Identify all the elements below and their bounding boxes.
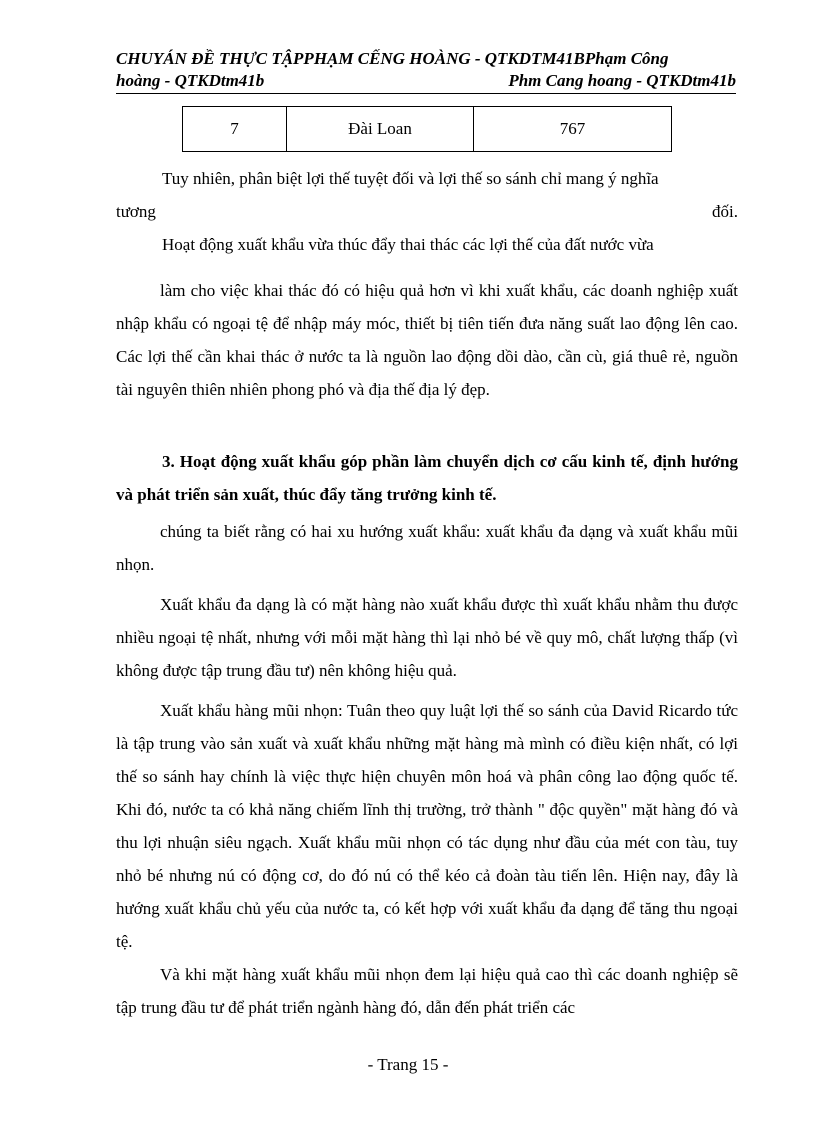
table-cell-country: Đài Loan bbox=[287, 107, 474, 152]
paragraph-1-line-2-right: đối. bbox=[712, 202, 738, 221]
data-table bbox=[182, 106, 672, 152]
paragraph-4: Xuất khẩu đa dạng là có mặt hàng nào xuất khẩu được thì xuất khẩu nhằm thu được nhiều ngoại tệ nhất, nhưng với mỗi mặt hàng thì lại nhỏ bé về quy mô, chất lượng thấp (vì không được tập trung đầu tư) nên không hiệu quả. bbox=[116, 595, 738, 680]
paragraph-2-body bbox=[116, 274, 738, 406]
header-line-1: CHUYÁN ĐỀ THỰC TẬPPHẠM CẾNG HOÀNG - QTKDTM41BPhạm Công bbox=[116, 49, 669, 68]
section-heading: 3. Hoạt động xuất khẩu góp phần làm chuyển dịch cơ cấu kinh tế, định hướng và phát triển sản xuất, thúc đẩy tăng trưởng kinh tế. bbox=[116, 452, 738, 504]
page-number: - Trang 15 - bbox=[367, 1055, 449, 1074]
header-line-2 bbox=[116, 70, 736, 92]
paragraph-5: Xuất khẩu hàng mũi nhọn: Tuân theo quy luật lợi thế so sánh của David Ricardo tức là tập trung vào sản xuất và xuất khẩu những mặt hàng mà mình có điều kiện nhất, có lợi thế so sánh hay chính là việc thực hiện chuyên môn hoá và phân công lao động quốc tế. Khi đó, nước ta có khả năng chiếm lĩnh thị trường, trở thành " độc quyền" mặt hàng đó và thu lợi nhuận siêu ngạch. Xuất khẩu mũi nhọn có tác dụng như đầu của mét con tàu, tuy nhỏ bé nhưng nú có động cơ, do đó nú có thể kéo cả đoàn tàu tiến lên. Hiện nay, đây là hướng xuất khẩu chủ yếu của nước ta, có kết hợp với xuất khẩu đa dạng để tăng thu ngoại tệ. bbox=[116, 701, 738, 951]
paragraph-1 bbox=[116, 162, 738, 228]
table-cell-value: 767 bbox=[474, 107, 672, 152]
paragraph-1-line-1: Tuy nhiên, phân biệt lợi thế tuyệt đối và lợi thế so sánh chỉ mang ý nghĩa bbox=[162, 169, 659, 188]
paragraph-6: Và khi mặt hàng xuất khẩu mũi nhọn đem lại hiệu quả cao thì các doanh nghiệp sẽ tập trung đầu tư để phát triển ngành hàng đó, dẫn đến phát triển các bbox=[116, 965, 738, 1017]
paragraph-1-line-2-left: tương bbox=[116, 202, 156, 221]
table-row bbox=[183, 107, 672, 152]
header-rule bbox=[116, 93, 736, 94]
header-line-2-left: hoàng - QTKDtm41b bbox=[116, 71, 265, 90]
page-header bbox=[116, 48, 736, 92]
paragraph-2-text: làm cho việc khai thác đó có hiệu quả hơn vì khi xuất khẩu, các doanh nghiệp xuất nhập khẩu có ngoại tệ để nhập máy móc, thiết bị tiên tiến đưa năng suất lao động lên cao. Các lợi thế cần khai thác ở nước ta là nguồn lao động dồi dào, cần cù, giá thuê rẻ, nguồn tài nguyên thiên nhiên phong phó và địa thế địa lý đẹp. bbox=[116, 281, 738, 399]
header-line-2-right: Phm Cang hoang - QTKDtm41b bbox=[508, 71, 736, 90]
paragraph-1-line-2 bbox=[116, 195, 738, 228]
paragraph-2-line-1: Hoạt động xuất khẩu vừa thúc đẩy thai thác các lợi thế của đất nước vừa bbox=[162, 235, 654, 254]
paragraph-3: chúng ta biết rằng có hai xu hướng xuất khẩu: xuất khẩu đa dạng và xuất khẩu mũi nhọn. bbox=[116, 522, 738, 574]
table-cell-index: 7 bbox=[183, 107, 287, 152]
